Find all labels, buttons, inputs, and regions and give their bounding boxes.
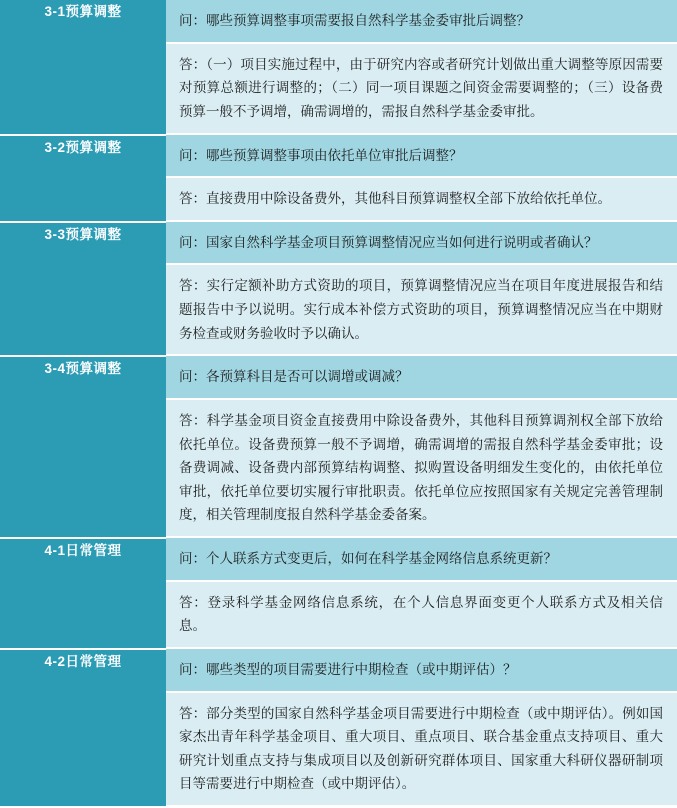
category-cell [0, 356, 166, 538]
category-cell [0, 222, 166, 357]
category-label: 3-1预算调整 [44, 4, 122, 19]
question-text: 问：个人联系方式变更后，如何在科学基金网络信息系统更新？ [166, 538, 677, 582]
answer-text: 答：实行定额补助方式资助的项目，预算调整情况应当在项目年度进展报告和结题报告中予以说明。实行成本补偿方式资助的项目，预算调整情况应当在中期财务检查或财务验收时予以确认。 [166, 265, 677, 356]
category-label: 4-1日常管理 [44, 543, 122, 558]
qa-cell [166, 649, 677, 807]
qa-cell [166, 0, 677, 135]
category-cell [0, 538, 166, 649]
category-label: 3-3预算调整 [44, 226, 122, 242]
answer-text: 答：科学基金项目资金直接费用中除设备费外，其他科目预算调剂权全部下放给依托单位。设备费预算一般不予调增，确需调增的需报自然科学基金委审批；设备费调减、设备费内部预算结构调整、拟购置设备明细发生变化的，由依托单位审批，依托单位要切实履行审批职责。依托单位应按照国家有关规定完善管理制度，相关管理制度报自然科学基金委备案。 [166, 400, 677, 538]
category-cell [0, 0, 166, 135]
answer-text: 答：登录科学基金网络信息系统，在个人信息界面变更个人联系方式及相关信息。 [166, 582, 677, 649]
table-row [0, 356, 677, 538]
question-text: 问：各预算科目是否可以调增或调减？ [166, 356, 677, 400]
category-cell [0, 649, 166, 807]
qa-cell [166, 222, 677, 357]
answer-text: 答：直接费用中除设备费外，其他科目预算调整权全部下放给依托单位。 [166, 178, 677, 222]
category-cell [0, 135, 166, 222]
category-label: 4-2日常管理 [44, 653, 122, 669]
table-row [0, 649, 677, 807]
qa-cell [166, 356, 677, 538]
question-text: 问：国家自然科学基金项目预算调整情况应当如何进行说明或者确认？ [166, 222, 677, 266]
category-label: 3-2预算调整 [44, 139, 122, 155]
table-row [0, 222, 677, 357]
qa-cell [166, 538, 677, 649]
question-text: 问：哪些类型的项目需要进行中期检查（或中期评估）？ [166, 649, 677, 693]
question-text: 问：哪些预算调整事项由依托单位审批后调整？ [166, 135, 677, 179]
category-label: 3-4预算调整 [44, 361, 122, 377]
table-row [0, 135, 677, 222]
answer-text: 答：部分类型的国家自然科学基金项目需要进行中期检查（或中期评估）。例如国家杰出青年科学基金项目、重大项目、重点项目、联合基金重点支持项目、重大研究计划重点支持与集成项目以及创新研究群体项目、国家重大科研仪器研制项目等需要进行中期检查（或中期评估）。 [166, 693, 677, 808]
answer-text: 答：（一）项目实施过程中，由于研究内容或者研究计划做出重大调整等原因需要对预算总额进行调整的；（二）同一项目课题之间资金需要调整的；（三）设备费预算一般不予调增，确需调增的，需报自然科学基金委审批。 [166, 44, 677, 135]
table-row [0, 538, 677, 649]
question-text: 问：哪些预算调整事项需要报自然科学基金委审批后调整？ [166, 0, 677, 44]
qa-cell [166, 135, 677, 222]
table-row [0, 0, 677, 135]
